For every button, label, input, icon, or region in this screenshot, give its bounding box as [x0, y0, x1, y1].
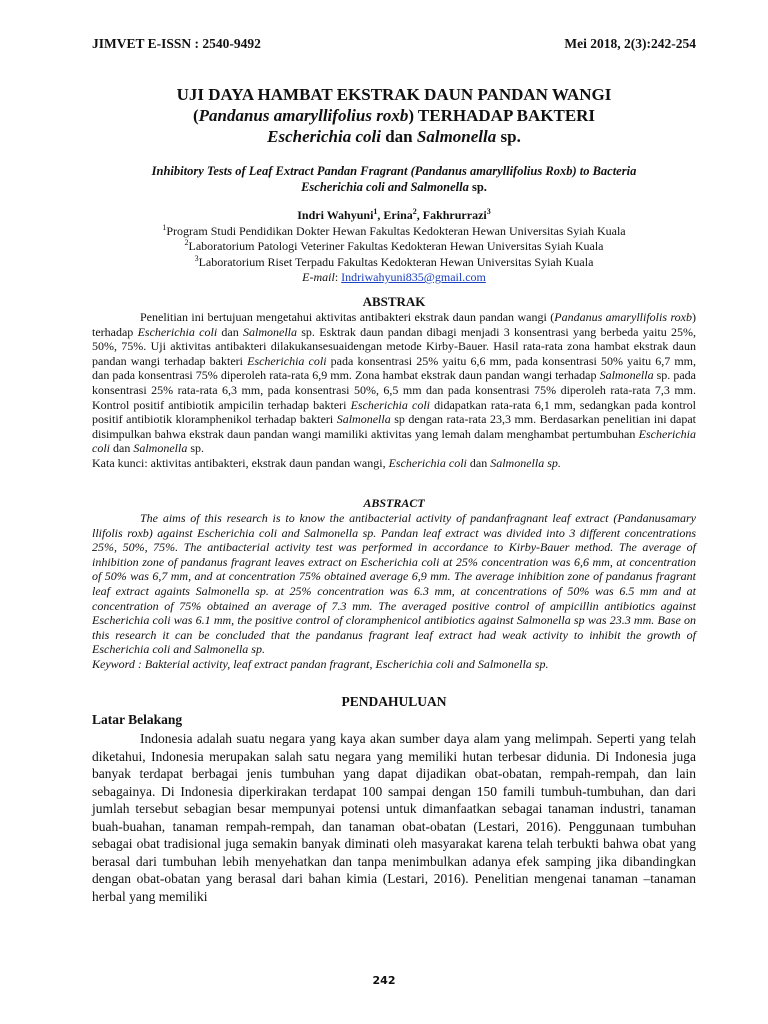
abstrak-s16: Escherichia coli — [92, 426, 696, 456]
article-title — [92, 84, 696, 147]
abstrak-s14: Salmonella — [336, 412, 391, 427]
abstrak-s12: Escherichia coli — [350, 397, 430, 412]
abstrak-s18: Salmonella — [133, 441, 188, 456]
abstrak-s2: Pandanus amaryllifolis roxb — [554, 310, 693, 324]
abstrak-s4: Escherichia coli — [137, 324, 218, 339]
affiliation-3 — [92, 255, 696, 271]
author-block — [92, 208, 696, 286]
title-line-2 — [92, 105, 696, 126]
abstrak-s5: dan — [217, 324, 243, 339]
english-title-line-1: Inhibitory Tests of Leaf Extract Pandan Fragrant (Pandanus amaryllifolius Roxb) to Bacteria — [151, 164, 637, 178]
abstrak-heading: ABSTRAK — [362, 294, 426, 309]
abstrak-paragraph — [92, 310, 696, 456]
title-bacteria-2: Salmonella — [416, 127, 497, 146]
title-paren: ( — [192, 106, 199, 125]
title-bacteria-1: Escherichia coli — [267, 127, 381, 146]
abstrak-kw1: Kata kunci: aktivitas antibakteri, ekstrak daun pandan wangi, — [92, 455, 389, 470]
author-2-sup: 2 — [412, 207, 417, 216]
abstract-body — [92, 511, 696, 672]
abstract-heading: ABSTRACT — [363, 496, 425, 510]
affiliation-3-text: Laboratorium Riset Terpadu Fakultas Kedokteran Hewan Universitas Syiah Kuala — [198, 254, 594, 269]
page-number: 242 — [372, 974, 396, 987]
abstract-keywords: Keyword : Bakterial activity, leaf extract pandan fragrant, Escherichia coli and Salmonella sp. — [92, 656, 549, 671]
english-title — [92, 163, 696, 195]
running-header — [92, 36, 696, 52]
abstrak-s8: Escherichia coli — [247, 353, 327, 368]
latar-belakang-heading: Latar Belakang — [92, 712, 183, 727]
english-title-line-2-text: Escherichia coli and Salmonella — [301, 180, 469, 194]
abstrak-keywords — [92, 456, 696, 471]
title-line-2-rest: ) TERHADAP BAKTERI — [408, 106, 596, 125]
title-sp: sp. — [496, 127, 521, 146]
email-line — [92, 270, 696, 286]
affiliation-1-sup: 1 — [162, 222, 167, 232]
title-and: dan — [380, 127, 417, 146]
abstrak-s9: pada konsentrasi 25% yaitu 6,6 mm, pada konsentrasi 50% yaitu 6,7 mm, dan pada konsentrasi 75% diperoleh rata-rata 6,9 mm. Zona hambat ekstrak daun pandan wangi terhadap — [92, 353, 696, 383]
affiliation-1-text: Program Studi Pendidikan Dokter Hewan Fakultas Kedokteran Hewan Universitas Syiah Kuala — [166, 223, 626, 238]
abstrak-s19: sp. — [187, 441, 204, 456]
affiliation-1 — [92, 224, 696, 240]
english-title-line-2 — [92, 179, 696, 195]
english-title-sp: sp. — [468, 180, 487, 194]
issue-info: Mei 2018, 2(3):242-254 — [564, 36, 696, 51]
author-3: , Fakhrurrazi — [416, 208, 487, 222]
author-1: Indri Wahyuni — [297, 208, 374, 222]
pendahuluan-heading: PENDAHULUAN — [341, 694, 447, 709]
abstrak-kw4: Salmonella sp. — [490, 455, 561, 470]
abstract-paragraph: The aims of this research is to know the antibacterial activity of pandanfragnant leaf extract (Pandanusamary llifolis roxb) against Escherichia coli and Salmonella sp. Pandan leaf extract was divided into 3 different concentrations 25%, 50%, 75%. The antibacterial activity test was performed in accordance to Kirby-Bauer method. The average of inhibition zone of pandanus fragrant leaves extract on Escherichia coli at 25% concentration was 6,6 mm, at concentration of 50% was 6,7 mm, and at concentration 75% obtained average 6,9 mm. The average inhibition zone of pandanus fragrant leaf extract againts Salmonella sp. at 25% concentration was 6.3 mm, at concentrations of 50% was 6.5 mm and at concentration of 75% obtained an average of 7.3 mm. The averaged positive control of ampicillin antibiotics against Escherichia coli was 6.1 mm, the positive control of cloramphenicol antibiotics against Salmonella sp was 23.3 mm. Base on this research it can be concluded that the pandanus fragrant leaf extract had weak activity to inhibit the growth of Escherichia coli and Salmonella sp. — [92, 511, 696, 657]
title-line-1: UJI DAYA HAMBAT EKSTRAK DAUN PANDAN WANGI — [176, 85, 612, 104]
abstrak-s15: sp dengan rata-rata 23,3 mm. Berdasarkan penelitian ini dapat disimpulkan bahwa ekstrak daun pandan wangi mamiliki aktivitas yang lemah dalam menghambat pertumbuhan — [92, 412, 696, 441]
email-sep: : — [334, 270, 342, 284]
affiliation-2-sup: 2 — [184, 238, 189, 247]
intro-paragraph: Indonesia adalah suatu negara yang kaya akan sumber daya alam yang melimpah. Seperti yang telah diketahui, Indonesia merupakan salah satu negara yang memiliki hutan terbesar didunia. Di Indonesia juga banyak terdapat berbagai jenis tumbuhan yang dapat dijadikan obat-obatan, rempah-rempah, dan lain sebagainya. Di Indonesia diperkirakan terdapat 100 sampai dengan 150 famili tumbuh-tumbuhan, dan dari jumlah tersebut sebagian besar mempunyai potensi untuk dimanfaatkan sebagai tanaman industri, tanaman buah-buahan, tanaman rempah-rempah, dan tanaman obat-obatan (Lestari, 2016). Penggunaan tumbuhan sebagai obat tradisional juga semakin banyak diminati oleh masyarakat karena telah terbukti bahwa obat yang berasal dari tumbuhan lebih menyehatkan dan tanpa menimbulkan adanya efek samping jika dibandingkan dengan obat-obatan yang berasal dari bahan kimia (Lestari, 2016). Penelitian mengenai tanaman –tanaman herbal yang memiliki — [92, 731, 696, 904]
email-link[interactable]: Indriwahyuni835@gmail.com — [341, 270, 486, 284]
abstrak-s10: Salmonella — [599, 368, 654, 383]
affiliation-2 — [92, 239, 696, 255]
abstrak-s1: Penelitian ini bertujuan mengetahui aktivitas antibakteri ekstrak daun pandan wangi ( — [140, 310, 555, 324]
abstrak-s7: sp. Esktrak daun pandan dibagi menjadi 3 konsentrasi yang berbeda yaitu 25%, 50%, 75%. Uji aktivitas antibakteri dilakukansesuaidengan metode Kirby-Bauer. Hasil rata-rata zona hambat ekstrak daun pandan wangi terhadap bakteri — [92, 324, 697, 368]
author-2: , Erina — [377, 208, 413, 222]
abstrak-kw3: dan — [466, 455, 491, 470]
abstrak-s6: Salmonella — [243, 324, 297, 339]
abstrak-s11: sp. pada konsentrasi 25% rata-rata 6,3 mm, pada konsentrasi 50%, 6,5 mm dan pada konsentrasi 75% diperoleh rata-rata 7,3 mm. Kontrol positif antibiotik ampicilin terhadap bakteri — [92, 368, 696, 412]
author-1-sup: 1 — [373, 207, 378, 216]
abstrak-body — [92, 310, 696, 471]
abstrak-s13: didapatkan rata-rata 6,1 mm, sedangkan pada kontrol positif antibiotik kloramphenikol terhadap bakteri — [92, 397, 696, 427]
author-names — [92, 208, 696, 224]
title-species: Pandanus amaryllifolius roxb — [198, 106, 409, 125]
affiliation-3-sup: 3 — [194, 253, 199, 263]
author-3-sup: 3 — [486, 207, 491, 216]
journal-issn: JIMVET E-ISSN : 2540-9492 — [92, 36, 261, 51]
affiliation-2-text: Laboratorium Patologi Veteriner Fakultas Kedokteran Hewan Universitas Syiah Kuala — [188, 239, 604, 253]
email-label: E-mail — [302, 270, 335, 284]
abstrak-s3: ) terhadap — [92, 310, 697, 339]
intro-body — [92, 730, 696, 905]
abstrak-kw2: Escherichia coli — [388, 455, 467, 470]
title-line-3 — [92, 126, 696, 147]
abstrak-s17: dan — [110, 441, 134, 456]
